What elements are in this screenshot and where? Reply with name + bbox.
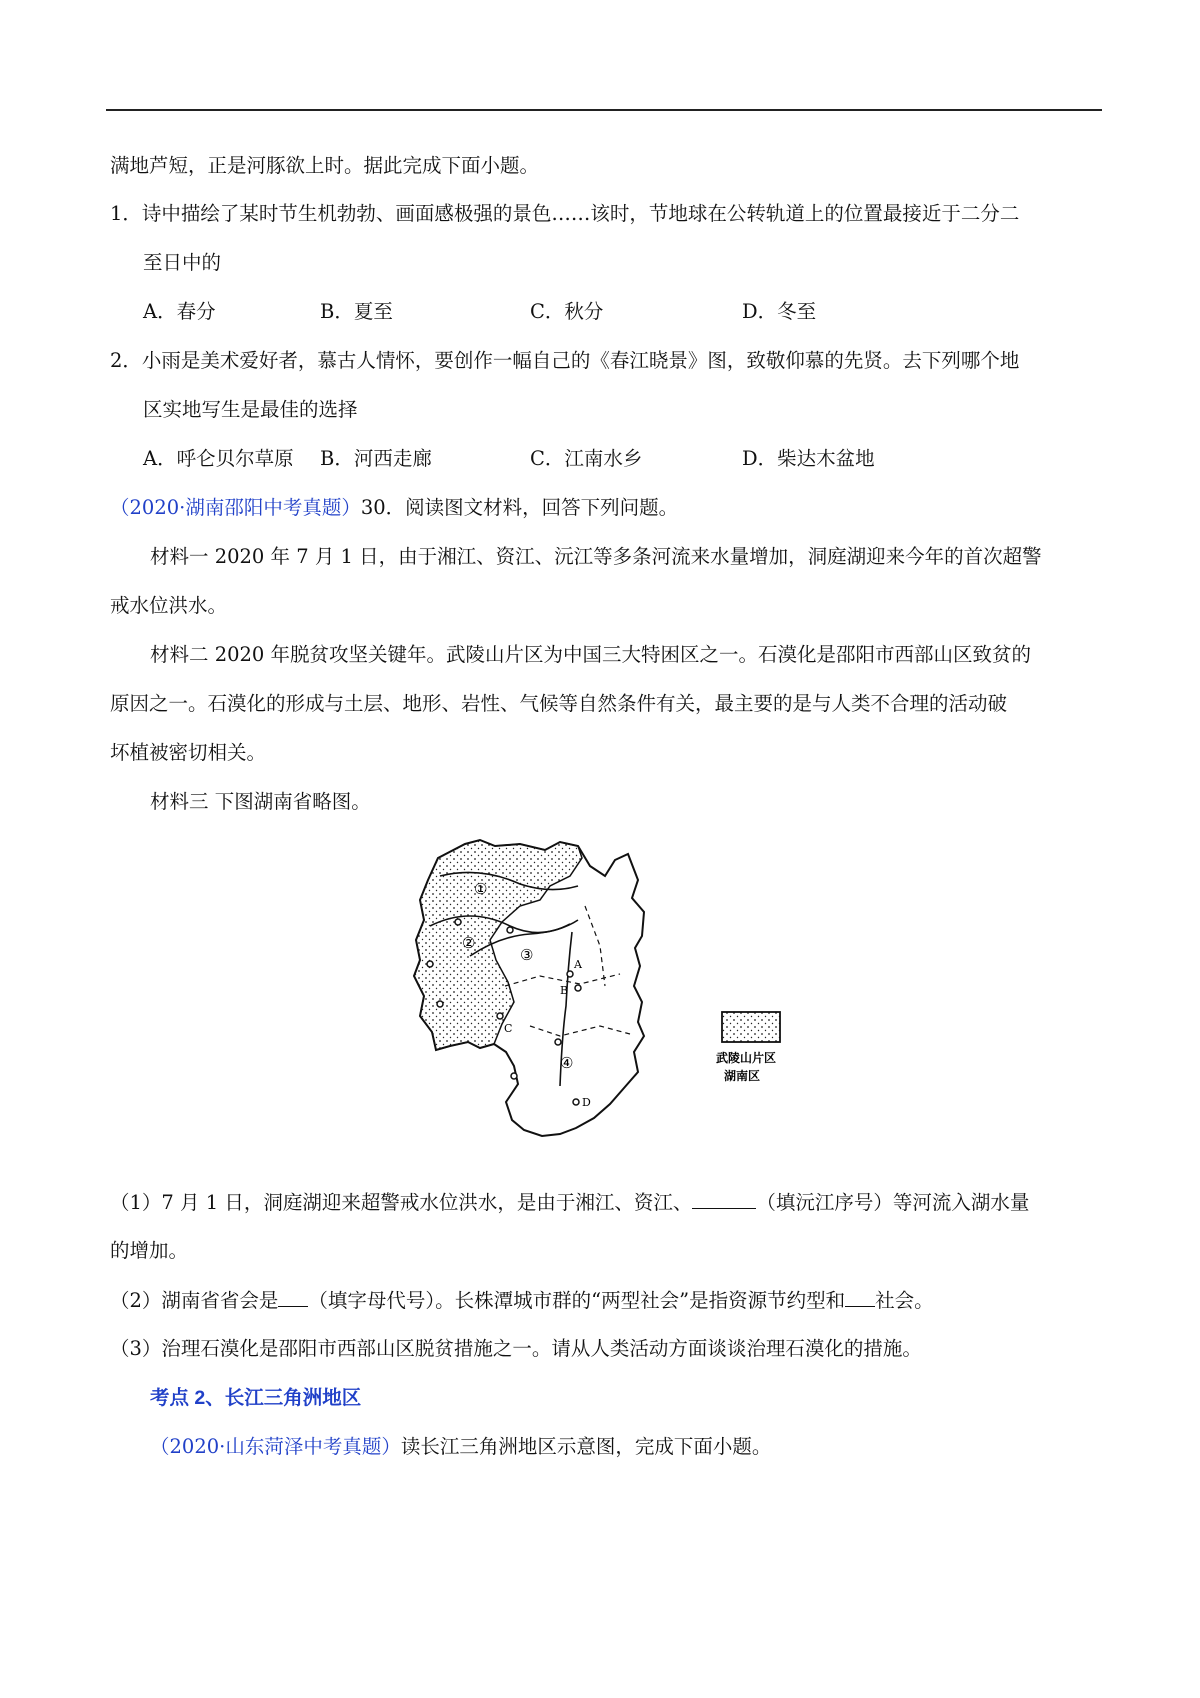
map-label-a: A <box>574 958 582 971</box>
sub-question-2 <box>110 1286 934 1315</box>
section-2-source: （2020·山东菏泽中考真题） <box>150 1435 401 1458</box>
q1-line2: 至日中的 <box>143 251 222 274</box>
material-1-line2: 戒水位洪水。 <box>110 594 228 617</box>
q1-number: 1． <box>110 202 142 225</box>
q1-stem <box>110 200 1019 228</box>
intro-line: 满地芦短，正是河豚欲上时。据此完成下面小题。 <box>110 154 540 177</box>
header-rule <box>106 109 1102 111</box>
q30-stem: 30．阅读图文材料，回答下列问题。 <box>360 496 679 519</box>
material-3: 材料三 下图湖南省略图。 <box>150 790 371 813</box>
map-label-4: ④ <box>560 1054 574 1072</box>
section-2-text: 读长江三角洲地区示意图，完成下面小题。 <box>400 1435 772 1458</box>
q2-option-d[interactable]: D．柴达木盆地 <box>742 447 875 470</box>
q1-option-b[interactable]: B．夏至 <box>320 300 393 323</box>
q1-option-d[interactable]: D．冬至 <box>742 300 817 323</box>
map-label-1: ① <box>474 880 488 898</box>
sub2-text-b: （填字母代号）。长株潭城市群的“两型社会”是指资源节约型和 <box>308 1289 846 1312</box>
section-2-heading: 考点 2、长江三角洲地区 <box>150 1387 362 1409</box>
answer-blank-1[interactable] <box>692 1188 756 1209</box>
sub1-text-b: （填沅江序号）等河流入湖水量 <box>756 1191 1030 1214</box>
answer-blank-2[interactable] <box>278 1286 308 1307</box>
section-2-intro <box>150 1433 771 1461</box>
map-label-d: D <box>582 1096 591 1109</box>
q30-header <box>110 494 678 522</box>
q2-option-c[interactable]: C．江南水乡 <box>530 447 643 470</box>
sub1-text-a: （1）7 月 1 日，洞庭湖迎来超警戒水位洪水，是由于湘江、资江、 <box>110 1191 693 1214</box>
material-2-line3: 坏植被密切相关。 <box>110 741 267 764</box>
legend-text-1: 武陵山片区 <box>716 1051 777 1065</box>
q2-option-a[interactable]: A．呼仑贝尔草原 <box>143 447 294 470</box>
q2-option-b[interactable]: B．河西走廊 <box>320 447 432 470</box>
sub2-text-c: 社会。 <box>875 1289 934 1312</box>
map-label-3: ③ <box>520 946 534 964</box>
q2-line1: 小雨是美术爱好者，慕古人情怀，要创作一幅自己的《春江晓景》图，致敬仰慕的先贤。去下列哪个地 <box>141 349 1020 372</box>
sub-question-3: （3）治理石漠化是邵阳市西部山区脱贫措施之一。请从人类活动方面谈谈治理石漠化的措施。 <box>110 1337 922 1360</box>
q1-option-c[interactable]: C．秋分 <box>530 300 604 323</box>
map-label-2: ② <box>462 934 476 952</box>
legend-swatch <box>722 1012 780 1042</box>
legend-text-2: 湖南区 <box>724 1069 761 1083</box>
material-2-line2: 原因之一。石漠化的形成与土层、地形、岩性、气候等自然条件有关，最主要的是与人类不合理的活动破 <box>110 692 1008 715</box>
material-1-line1: 材料一 2020 年 7 月 1 日，由于湘江、资江、沅江等多条河流来水量增加，洞庭湖迎来今年的首次超警 <box>150 545 1042 568</box>
q1-option-a[interactable]: A．春分 <box>143 300 216 323</box>
sub1-text-c: 的增加。 <box>110 1239 189 1262</box>
q2-stem <box>110 347 1019 375</box>
q1-line1: 诗中描绘了某时节生机勃勃、画面感极强的景色……该时，节地球在公转轨道上的位置最接近于二分二 <box>141 202 1020 225</box>
hunan-sketch-map <box>410 836 790 1166</box>
q2-line2: 区实地写生是最佳的选择 <box>143 398 358 421</box>
sub-question-1 <box>110 1188 1029 1217</box>
q2-number: 2． <box>110 349 142 372</box>
sub2-text-a: （2）湖南省省会是 <box>110 1289 279 1312</box>
q30-source: （2020·湖南邵阳中考真题） <box>110 496 361 519</box>
map-label-b: B <box>560 984 569 997</box>
map-label-c: C <box>504 1022 513 1035</box>
material-2-line1: 材料二 2020 年脱贫攻坚关键年。武陵山片区为中国三大特困区之一。石漠化是邵阳市西部山区致贫的 <box>150 643 1032 666</box>
answer-blank-3[interactable] <box>845 1286 875 1307</box>
